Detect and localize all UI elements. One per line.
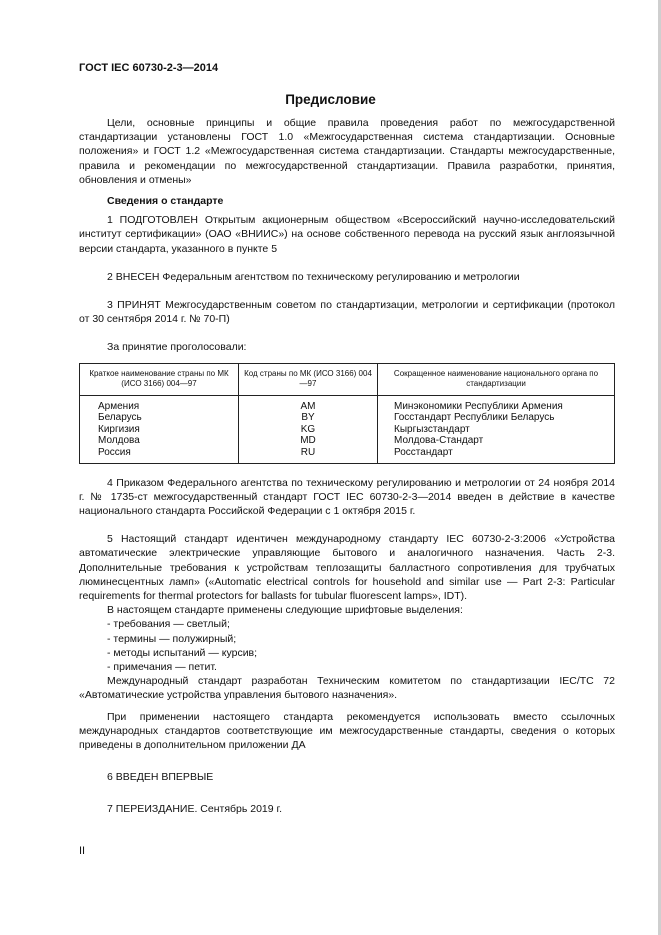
table-row	[80, 424, 615, 436]
item-6-paragraph: 6 ВВЕДЕН ВПЕРВЫЕ	[107, 771, 214, 784]
document-header: ГОСТ IEC 60730-2-3—2014	[79, 62, 219, 74]
table-row	[80, 435, 615, 447]
table-row	[80, 447, 615, 463]
voting-table	[79, 363, 615, 464]
table-cell-body: Госстандарт Республики Беларусь	[378, 412, 615, 424]
section-subheading: Сведения о стандарте	[107, 195, 224, 208]
table-header-country: Краткое наименование страны по МК (ИСО 3166) 004—97	[80, 363, 239, 395]
table-cell-country: Молдова	[80, 435, 239, 447]
item-5-paragraph: 5 Настоящий стандарт идентичен международному стандарту IEC 60730-2-3:2006 «Устройства автоматические электрические управляющие бытового и аналогичного назначения. Часть 2-3. Дополнительные требования к устройствам теплозащиты балластного сопротивления для трубчатых люминесцентных ламп» («Automatic electrical controls for household and similar use — Part 2-3: Particular requirements for thermal protectors for ballasts for tubular fluorescent lamps», IDT).	[79, 533, 615, 603]
item-1-paragraph: 1 ПОДГОТОВЛЕН Открытым акционерным обществом «Всероссийский научно-исследовательский институт сертификации» (ОАО «ВНИИС») на основе собственного перевода на русский язык англоязычной версии стандарта, указанного в пункте 5	[79, 214, 615, 255]
item-3-paragraph: 3 ПРИНЯТ Межгосударственным советом по стандартизации, метрологии и сертификации (протокол от 30 сентября 2014 г. № 70-П)	[79, 299, 615, 326]
table-cell-country: Россия	[80, 447, 239, 463]
table-cell-code: MD	[239, 435, 378, 447]
table-row	[80, 395, 615, 412]
page-title: Предисловие	[285, 92, 376, 107]
table-cell-body: Молдова-Стандарт	[378, 435, 615, 447]
item-7-paragraph: 7 ПЕРЕИЗДАНИЕ. Сентябрь 2019 г.	[107, 803, 282, 816]
table-cell-country: Беларусь	[80, 412, 239, 424]
document-body	[79, 116, 615, 817]
table-cell-body: Минэкономики Республики Армения	[378, 395, 615, 412]
list-item: - примечания — петит.	[107, 661, 217, 674]
table-cell-code: RU	[239, 447, 378, 463]
list-item: - термины — полужирный;	[107, 632, 237, 645]
table-header-body: Сокращенное наименование национального органа по стандартизации	[378, 363, 615, 395]
recommend-paragraph: При применении настоящего стандарта рекомендуется использовать вместо ссылочных международных стандартов соответствующие им межгосударственные стандарты, сведения о которых приведены в дополнительном приложении ДА	[79, 710, 615, 752]
table-cell-code: AM	[239, 395, 378, 412]
fonts-intro: В настоящем стандарте применены следующие шрифтовые выделения:	[107, 604, 463, 617]
item-2-paragraph: 2 ВНЕСЕН Федеральным агентством по техническому регулированию и метрологии	[107, 270, 520, 283]
table-header-code: Код страны по МК (ИСО 3166) 004—97	[239, 363, 378, 395]
fonts-list	[107, 617, 615, 674]
page-number: II	[79, 845, 86, 857]
table-cell-body: Росстандарт	[378, 447, 615, 463]
intl-standard-paragraph: Международный стандарт разработан Техническим комитетом по стандартизации IEC/TC 72 «Автоматические устройства управления бытового назначения».	[79, 675, 615, 702]
list-item: - требования — светлый;	[107, 618, 230, 631]
list-item: - методы испытаний — курсив;	[107, 646, 258, 659]
intro-paragraph: Цели, основные принципы и общие правила проведения работ по межгосударственной стандартизации установлены ГОСТ 1.0 «Межгосударственная система стандартизации. Основные положения» и ГОСТ 1.2 «Межгосударственная система стандартизации. Стандарты межгосударственные, правила и рекомендации по межгосударственной стандартизации. Правила разработки, принятия, обновления и отмены»	[79, 117, 615, 186]
vote-intro: За принятие проголосовали:	[107, 341, 247, 354]
table-cell-body: Кыргызстандарт	[378, 424, 615, 436]
table-cell-country: Армения	[80, 395, 239, 412]
item-4-paragraph: 4 Приказом Федерального агентства по техническому регулированию и метрологии от 24 ноября 2014 г. № 1735-ст межгосударственный стандарт ГОСТ IEC 60730-2-3—2014 введен в действие в качестве национального стандарта Российской Федерации с 1 октября 2015 г.	[79, 476, 615, 518]
table-cell-code: KG	[239, 424, 378, 436]
table-cell-code: BY	[239, 412, 378, 424]
table-header-row	[80, 363, 615, 395]
table-row	[80, 412, 615, 424]
table-cell-country: Киргизия	[80, 424, 239, 436]
